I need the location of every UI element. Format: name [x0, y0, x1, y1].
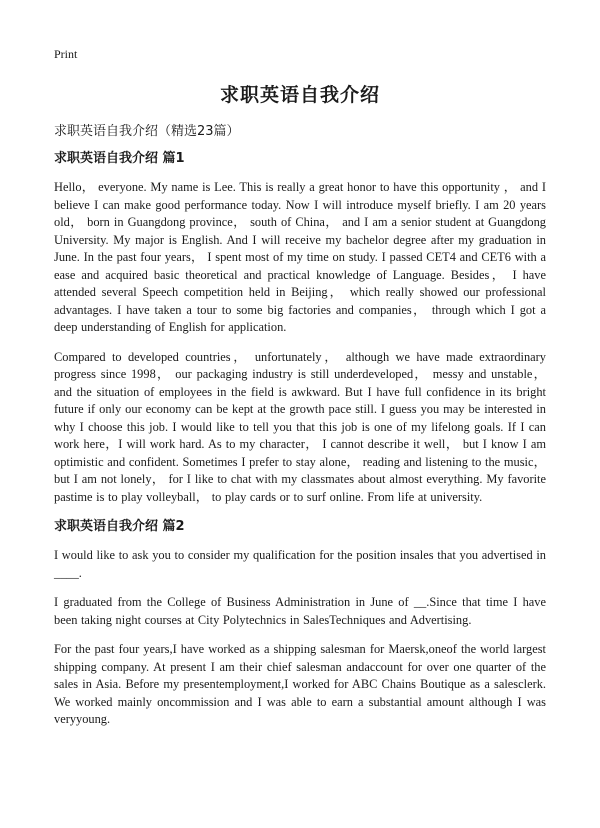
section-2 — [54, 518, 546, 729]
section-paragraph: Hello， everyone. My name is Lee. This is really a great honor to have this opportunity ， and I believe I can make good performance today. Now I will introduce myself briefly. I am 20 years old， born in Guangdong province， south of China， and I am a senior student at Guangdong University. My major is English. And I will receive my bachelor degree after my graduation in June. In the past four years， I spent most of my time on study. I passed CET4 and CET6 with a ease and acquired basic theoretical and practical knowledge of Language. Besides， I have attended several Speech competition held in Beijing， which really showed our professional advantages. I have taken a tour to some big factories and companies， through which I got a deep understanding of English for application. — [54, 180, 546, 334]
print-link[interactable]: Print — [54, 47, 78, 61]
section-1 — [54, 150, 546, 506]
section-heading: 求职英语自我介绍 篇2 — [54, 519, 185, 534]
section-paragraph: For the past four years,I have worked as a shipping salesman for Maersk,oneof the world largest shipping company. At present I am their chief salesman andaccount for over one quarter of the sales in Asia. Before my presentemployment,I worked for ABC Chains Boutique as a salesclerk. We worked mainly oncommission and I was able to earn a substantial amount although I was veryyoung. — [54, 642, 546, 726]
document-subtitle: 求职英语自我介绍（精选23篇） — [54, 124, 240, 139]
section-paragraph: I graduated from the College of Business Administration in June of __.Since that time I have been taking night courses at City Polytechnics in SalesTechniques and Advertising. — [54, 595, 546, 627]
section-paragraph: Compared to developed countries， unfortunately， although we have made extraordinary progress since 1998， our packaging industry is still underdeveloped， messy and unstable， and the situation of employees in the field is awkward. But I have full confidence in its bright future if only our economy can be kept at the growth pace still. I guess you may be interested in why I choose this job. I would like to tell you that this job is one of my lifelong goals. If I can work here，I will work hard. As to my character， I cannot describe it well， but I know I am optimistic and confident. Sometimes I prefer to stay alone， reading and listening to the music， but I am not lonely， for I like to chat with my classmates about almost everything. My favorite pastime is to play volleyball， to play cards or to surf online. From life at university. — [54, 349, 546, 504]
section-paragraph: I would like to ask you to consider my qualification for the position insales that you advertised in ____. — [54, 548, 546, 580]
page-title: 求职英语自我介绍 — [219, 84, 380, 106]
document-body — [54, 150, 546, 741]
section-heading: 求职英语自我介绍 篇1 — [54, 151, 185, 166]
